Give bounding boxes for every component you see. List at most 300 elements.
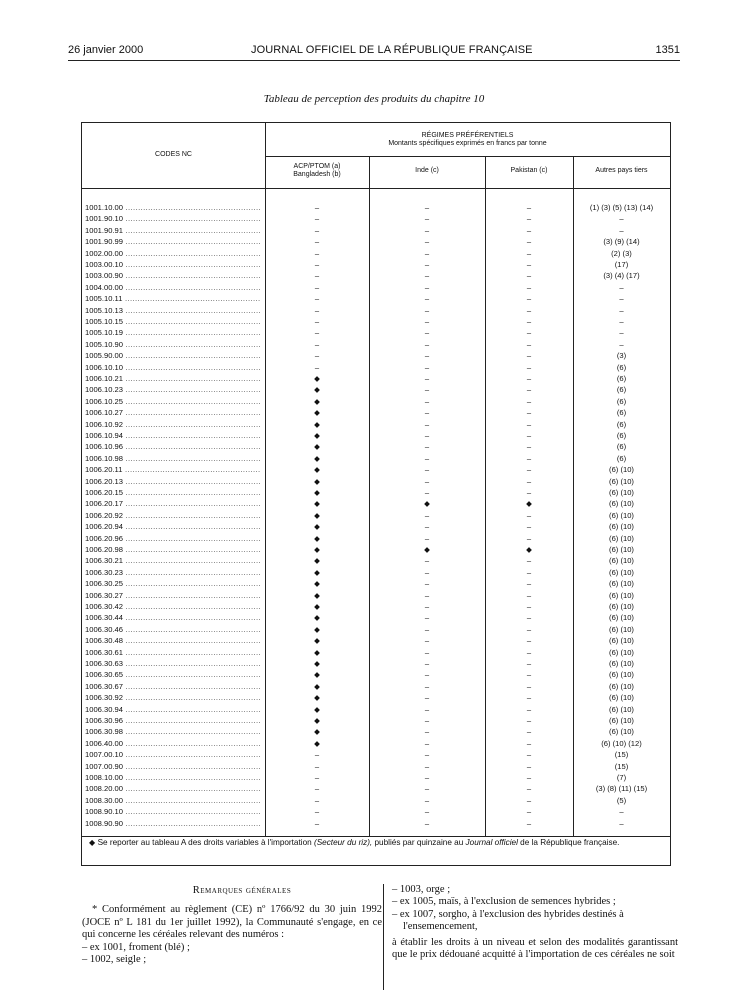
table-row [82,270,670,281]
table-row [82,225,670,236]
inde-value: – [424,522,430,532]
pakistan-value: – [526,647,532,657]
inde-value: – [424,784,430,794]
table-row [82,669,670,680]
acp-value: ◆ [314,624,320,634]
autres-value: (6) (10) [609,704,634,714]
nc-code: 1006.20.92 ..... [85,510,261,521]
acp-value: ◆ [314,453,320,463]
nc-code: 1006.30.44 ..... [85,612,261,623]
acp-value: – [314,351,320,361]
nc-code: 1006.30.65 ..... [85,669,261,680]
pakistan-value: ◆ [526,545,532,554]
inde-value: – [424,556,430,566]
autres-value: (15) [614,761,629,771]
header-journal-title: JOURNAL OFFICIEL DE LA RÉPUBLIQUE FRANÇAISE [251,44,533,56]
pakistan-value: – [526,795,532,805]
acp-value: ◆ [314,681,320,691]
pakistan-value: – [526,716,532,725]
autres-value: – [619,807,624,817]
pakistan-value: – [526,271,532,281]
pakistan-value: – [526,260,532,269]
nc-code: 1004.00.00 ..... [85,282,261,293]
table-row [82,305,670,316]
acp-value: – [314,294,320,304]
acp-value: ◆ [314,579,320,589]
acp-value: – [314,339,320,349]
inde-value: – [424,282,430,292]
acp-value: ◆ [314,738,320,748]
pakistan-value: – [526,807,532,817]
inde-value: – [424,761,430,771]
nc-code: 1006.10.27 ..... [85,407,261,418]
table-row [82,498,670,509]
autres-value: (6) [616,362,627,372]
pakistan-value: – [526,773,532,782]
acp-value: ◆ [314,522,320,532]
table-row [82,476,670,487]
acp-value: – [314,237,320,247]
pakistan-value: – [526,602,532,611]
acp-value: – [314,317,320,326]
pakistan-value: – [526,431,532,440]
acp-value: – [314,260,320,269]
pakistan-value: – [526,282,532,292]
inde-value: – [424,647,430,657]
col-header-codes: CODES NC [155,151,192,158]
inde-value: – [424,590,430,600]
table-row [82,715,670,726]
pakistan-value: – [526,670,532,680]
inde-value: – [424,260,430,269]
pakistan-value: – [526,396,532,406]
remarks-paragraph-continued: à établir les droits à un niveau et selon des modalités garantissant que le prix dédouané acquitté à l'importation de ces céréales ne soit [392,936,678,961]
nc-code: 1001.10.00 ..... [85,202,261,213]
autres-value: (5) [616,795,627,805]
nc-code: 1006.30.48 ..... [85,635,261,646]
header-bottom-rule [82,188,670,189]
remarks-title: Remarques générales [192,885,292,896]
inde-value: ◆ [424,545,430,554]
col-header-pakistan: Pakistan (c) [510,167,548,174]
inde-value: – [424,408,430,418]
inde-value: – [424,579,430,589]
table-row [82,533,670,544]
pakistan-value: – [526,294,532,304]
table-row [82,441,670,452]
acp-value: ◆ [314,704,320,714]
table-row [82,282,670,293]
inde-value: – [424,271,430,281]
table-row [82,749,670,760]
acp-value: – [314,784,320,794]
acp-value: ◆ [314,636,320,646]
pakistan-value: – [526,237,532,247]
pakistan-value: – [526,624,532,634]
inde-value: – [424,727,430,737]
inde-value: – [424,818,430,828]
autres-value: (6) (10) [609,488,634,497]
autres-value: (6) (10) [609,716,634,725]
autres-value: (6) (10) [609,636,634,646]
inde-value: – [424,681,430,691]
autres-value: (6) (10) [609,579,634,589]
inde-value: – [424,431,430,440]
nc-code: 1008.30.00 ..... [85,795,261,806]
pakistan-value: ◆ [526,499,532,509]
inde-value: – [424,294,430,304]
acp-value: ◆ [314,727,320,737]
inde-value: – [424,442,430,452]
acp-value: – [314,305,320,315]
inde-value: – [424,453,430,463]
autres-value: (6) (10) (12) [601,738,642,748]
acp-value: – [314,807,320,817]
pakistan-value: – [526,453,532,463]
acp-value: – [314,225,320,235]
acp-value: ◆ [314,476,320,486]
autres-value: (6) [616,442,627,452]
pakistan-value: – [526,579,532,589]
nc-code: 1006.20.96 ..... [85,533,261,544]
pakistan-value: – [526,465,532,475]
group-header-title: RÉGIMES PRÉFÉRENTIELS [421,132,514,139]
acp-value: ◆ [314,533,320,543]
nc-code: 1006.10.25 ..... [85,396,261,407]
autres-value: – [619,339,624,349]
nc-code: 1006.10.94 ..... [85,430,261,441]
table-row [82,795,670,806]
table-row [82,578,670,589]
acp-value: ◆ [314,510,320,520]
nc-code: 1006.30.63 ..... [85,658,261,669]
table-row [82,350,670,361]
autres-value: (6) (10) [609,659,634,668]
autres-value: (3) (9) (14) [603,237,640,247]
nc-code: 1006.20.94 ..... [85,521,261,532]
table-row [82,316,670,327]
pakistan-value: – [526,681,532,691]
acp-value: – [314,795,320,805]
table-footnote [89,837,663,848]
nc-code: 1006.10.21 ..... [85,373,261,384]
col-header-acp-line2: Bangladesh (b) [293,171,341,178]
autres-value: – [619,818,624,828]
table-row [82,293,670,304]
nc-code: 1006.20.98 ..... [85,544,261,555]
pakistan-value: – [526,351,532,361]
pakistan-value: – [526,818,532,828]
acp-value: ◆ [314,385,320,395]
page-header [68,44,680,60]
table-row [82,213,670,224]
nc-code: 1006.10.96 ..... [85,441,261,452]
inde-value: – [424,716,430,725]
table-row [82,612,670,623]
header-page-number: 1351 [655,44,680,56]
remarks-right-column [392,884,678,961]
remarks-p1b: (JOCE nº L 181 du 1er juillet 1992), la Communauté s'engage, en ce qui concerne les céréales relevant des numéros : [82,916,382,941]
acp-value: ◆ [314,716,320,725]
col-header-autres: Autres pays tiers [595,167,648,174]
table-row [82,327,670,338]
acp-value: ◆ [314,590,320,600]
footnote-text-e: de la République française. [520,838,620,847]
nc-code: 1006.20.11 ..... [85,464,261,475]
acp-value: ◆ [314,408,320,418]
table-row [82,726,670,737]
pakistan-value: – [526,636,532,646]
inde-value: – [424,476,430,486]
pakistan-value: – [526,248,532,258]
table-row [82,692,670,703]
nc-code: 1006.30.42 ..... [85,601,261,612]
inde-value: – [424,659,430,668]
pakistan-value: – [526,225,532,235]
nc-code: 1005.10.15 ..... [85,316,261,327]
nc-code: 1006.30.61 ..... [85,647,261,658]
pakistan-value: – [526,613,532,623]
table-row [82,647,670,658]
footnote-text-c: publiés par quinzaine au [374,838,464,847]
pakistan-value: – [526,738,532,748]
inde-value: – [424,396,430,406]
table-row [82,487,670,498]
table-row [82,624,670,635]
acp-value: ◆ [314,670,320,680]
inde-value: – [424,807,430,817]
autres-value: (6) [616,374,627,383]
nc-code: 1005.10.19 ..... [85,327,261,338]
inde-value: – [424,738,430,748]
autres-value: – [619,328,624,338]
autres-value: – [619,282,624,292]
remarks-paragraph [82,904,382,941]
table-row [82,544,670,555]
table-row [82,373,670,384]
autres-value: (6) (10) [609,602,634,611]
pakistan-value: – [526,317,532,326]
table-row [82,259,670,270]
remarks-list-item: – ex 1001, froment (blé) ; [82,941,190,953]
inde-value: – [424,510,430,520]
acp-value: – [314,761,320,771]
nc-code: 1006.10.92 ..... [85,419,261,430]
inde-value: – [424,795,430,805]
nc-code: 1006.20.13 ..... [85,476,261,487]
inde-value: – [424,385,430,395]
inde-value: – [424,339,430,349]
inde-value: – [424,636,430,646]
autres-value: (3) (8) (11) (15) [595,784,648,794]
autres-value: (3) (4) (17) [603,271,640,281]
pakistan-value: – [526,385,532,395]
col-header-inde: Inde (c) [415,167,439,174]
nc-code: 1007.00.10 ..... [85,749,261,760]
table-row [82,453,670,464]
acp-value: – [314,750,320,760]
table-row [82,772,670,783]
nc-code: 1006.30.98 ..... [85,726,261,737]
inde-value: – [424,465,430,475]
table-row [82,464,670,475]
autres-value: (3) [616,351,627,361]
acp-value: ◆ [314,396,320,406]
group-header-subtitle: Montants spécifiques exprimés en francs par tonne [388,140,547,147]
header-date: 26 janvier 2000 [68,44,144,56]
acp-value: – [314,282,320,292]
autres-value: (1) (3) (5) (13) (14) [589,203,654,212]
table-row [82,681,670,692]
perception-table [81,122,671,866]
autres-value: (6) (10) [609,647,634,657]
table-row [82,783,670,794]
autres-value: – [619,294,624,304]
nc-code: 1006.30.23 ..... [85,567,261,578]
acp-value: ◆ [314,442,320,452]
inde-value: – [424,567,430,577]
pakistan-value: – [526,750,532,760]
footnote-text-a: ◆ Se reporter au tableau A des droits variables à l'importation [89,838,312,847]
nc-code: 1008.90.90 ..... [85,818,261,829]
nc-code: 1006.30.21 ..... [85,555,261,566]
autres-value: – [619,214,624,224]
footnote-text-b: (Secteur du riz), [313,838,373,847]
acp-value: ◆ [314,465,320,475]
nc-code: 1001.90.10 ..... [85,213,261,224]
col-header-acp-line1: ACP/PTOM (a) [293,163,341,170]
nc-code: 1005.10.11 ..... [85,293,261,304]
nc-code: 1006.30.67 ..... [85,681,261,692]
remarks-list-item: – 1003, orge ; [392,884,451,895]
table-row [82,419,670,430]
col-header-acp [265,163,369,179]
autres-value: (6) (10) [609,465,634,475]
header-rule [68,60,680,61]
acp-value: – [314,203,320,212]
acp-value: ◆ [314,602,320,611]
table-row [82,590,670,601]
autres-value: (6) (10) [609,590,634,600]
table-row [82,248,670,259]
table-row [82,601,670,612]
inde-value: – [424,237,430,247]
acp-value: ◆ [314,419,320,429]
acp-value: – [314,773,320,782]
nc-code: 1006.10.10 ..... [85,362,261,373]
nc-code: 1006.30.46 ..... [85,624,261,635]
nc-code: 1008.10.00 ..... [85,772,261,783]
table-row [82,510,670,521]
pakistan-value: – [526,727,532,737]
inde-value: – [424,203,430,212]
nc-code: 1006.30.96 ..... [85,715,261,726]
table-row [82,658,670,669]
inde-value: – [424,773,430,782]
remarks-list-item: – ex 1005, maïs, à l'exclusion de semences hybrides ; [392,896,616,908]
pakistan-value: – [526,693,532,703]
table-row [82,761,670,772]
pakistan-value: – [526,305,532,315]
inde-value: – [424,750,430,760]
table-row [82,567,670,578]
inde-value: – [424,351,430,361]
autres-value: (6) (10) [609,522,634,532]
inde-value: – [424,704,430,714]
autres-value: (6) (10) [609,545,634,554]
table-row [82,396,670,407]
acp-value: – [314,818,320,828]
acp-value: – [314,271,320,281]
pakistan-value: – [526,328,532,338]
pakistan-value: – [526,784,532,794]
inde-value: ◆ [424,499,430,509]
table-row [82,704,670,715]
acp-value: ◆ [314,374,320,383]
pakistan-value: – [526,590,532,600]
table-row [82,430,670,441]
autres-value: (6) [616,419,627,429]
inde-value: – [424,670,430,680]
table-row [82,407,670,418]
autres-value: (6) (10) [609,613,634,623]
pakistan-value: – [526,419,532,429]
inde-value: – [424,613,430,623]
nc-code: 1002.00.00 ..... [85,248,261,259]
acp-value: ◆ [314,613,320,623]
nc-code: 1006.30.27 ..... [85,590,261,601]
autres-value: (2) (3) [611,248,632,258]
nc-code: 1005.90.00 ..... [85,350,261,361]
autres-value: (17) [614,260,629,269]
autres-value: – [619,225,624,235]
nc-code: 1006.40.00 ..... [85,738,261,749]
nc-code: 1008.20.00 ..... [85,783,261,794]
acp-value: ◆ [314,499,320,509]
autres-value: (6) [616,385,627,395]
inde-value: – [424,693,430,703]
table-row [82,202,670,213]
table-row [82,555,670,566]
inde-value: – [424,374,430,383]
pakistan-value: – [526,408,532,418]
table-title: Tableau de perception des produits du chapitre 10 [263,93,485,105]
inde-value: – [424,419,430,429]
table-row [82,236,670,247]
autres-value: (6) (10) [609,670,634,680]
nc-code: 1003.00.90 ..... [85,270,261,281]
pakistan-value: – [526,214,532,224]
autres-value: (6) (10) [609,556,634,566]
inde-value: – [424,624,430,634]
autres-value: (6) (10) [609,727,634,737]
table-row [82,818,670,829]
nc-code: 1008.90.10 ..... [85,806,261,817]
inde-value: – [424,317,430,326]
nc-code: 1005.10.90 ..... [85,339,261,350]
table-row [82,362,670,373]
acp-value: ◆ [314,488,320,497]
table-row [82,521,670,532]
autres-value: (6) (10) [609,476,634,486]
autres-value: (6) (10) [609,510,634,520]
acp-value: – [314,328,320,338]
inde-value: – [424,225,430,235]
inde-value: – [424,248,430,258]
acp-value: ◆ [314,431,320,440]
autres-value: (6) (10) [609,567,634,577]
inde-value: – [424,362,430,372]
